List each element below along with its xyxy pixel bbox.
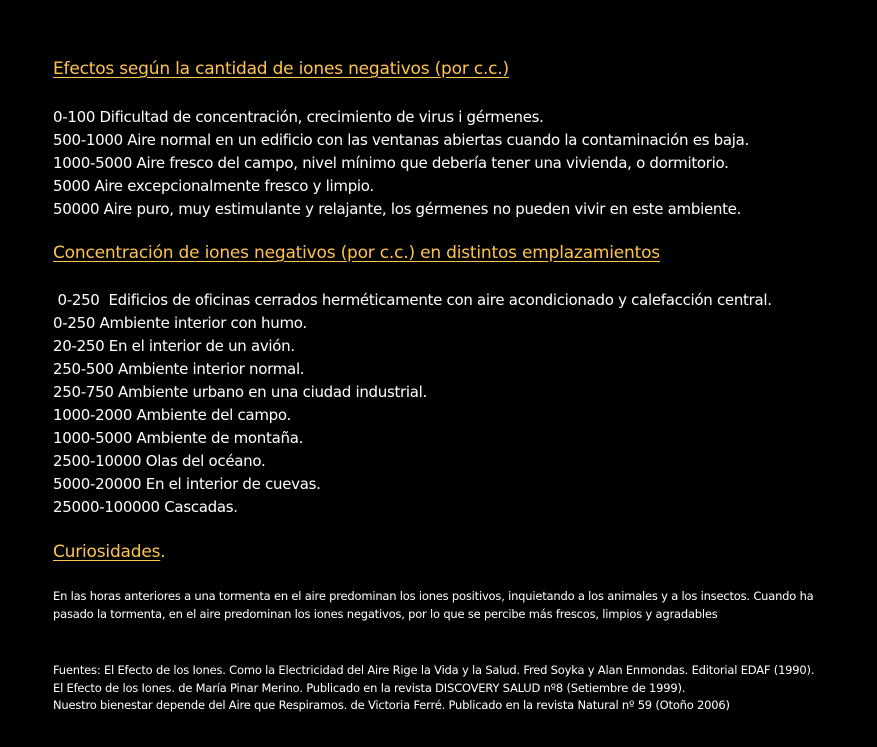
effects-list <box>53 106 749 221</box>
locations-list <box>53 289 772 519</box>
locations-item: 1000-2000 Ambiente del campo. <box>53 406 291 424</box>
effects-item: 5000 Aire excepcionalmente fresco y limpio. <box>53 177 374 195</box>
locations-item: 25000-100000 Cascadas. <box>53 498 238 516</box>
effects-item: 0-100 Dificultad de concentración, crecimiento de virus i gérmenes. <box>53 108 544 126</box>
locations-item: 20-250 En el interior de un avión. <box>53 337 295 355</box>
source-item: Fuentes: El Efecto de los Iones. Como la Electricidad del Aire Rige la Vida y la Salud. Fred Soyka y Alan Enmondas. Editorial EDAF (1990). <box>53 663 815 677</box>
locations-item: 5000-20000 En el interior de cuevas. <box>53 475 321 493</box>
section-curiosities-heading <box>53 542 165 562</box>
locations-item: 0-250 Edificios de oficinas cerrados herméticamente con aire acondicionado y calefacción central. <box>53 291 772 309</box>
section-curiosities-title: Curiosidades <box>53 542 161 562</box>
curiosities-paragraph: En las horas anteriores a una tormenta en el aire predominan los iones positivos, inquietando a los animales y a los insectos. Cuando ha pasado la tormenta, en el aire predominan los iones negativos, por lo que se percibe más frescos, limpios y agradables <box>53 589 814 621</box>
source-item: El Efecto de los Iones. de María Pinar Merino. Publicado en la revista DISCOVERY SALUD nº8 (Setiembre de 1999). <box>53 680 686 695</box>
effects-item: 1000-5000 Aire fresco del campo, nivel mínimo que debería tener una vivienda, o dormitorio. <box>53 154 729 172</box>
locations-item: 1000-5000 Ambiente de montaña. <box>53 429 304 447</box>
effects-item: 500-1000 Aire normal en un edificio con las ventanas abiertas cuando la contaminación es baja. <box>53 131 749 149</box>
locations-item: 0-250 Ambiente interior con humo. <box>53 314 307 332</box>
section-locations-title: Concentración de iones negativos (por c.c.) en distintos emplazamientos <box>53 243 660 263</box>
locations-item: 250-750 Ambiente urbano en una ciudad industrial. <box>53 383 428 401</box>
source-item: Nuestro bienestar depende del Aire que Respiramos. de Victoria Ferré. Publicado en la revista Natural nº 59 (Otoño 2006) <box>53 698 730 712</box>
section-curiosities-suffix: . <box>160 542 166 562</box>
sources-list <box>53 662 823 715</box>
locations-item: 2500-10000 Olas del océano. <box>53 452 266 470</box>
effects-item: 50000 Aire puro, muy estimulante y relajante, los gérmenes no pueden vivir en este ambiente. <box>53 200 742 218</box>
section-effects-title: Efectos según la cantidad de iones negativos (por c.c.) <box>53 59 509 79</box>
locations-item: 250-500 Ambiente interior normal. <box>53 360 305 378</box>
